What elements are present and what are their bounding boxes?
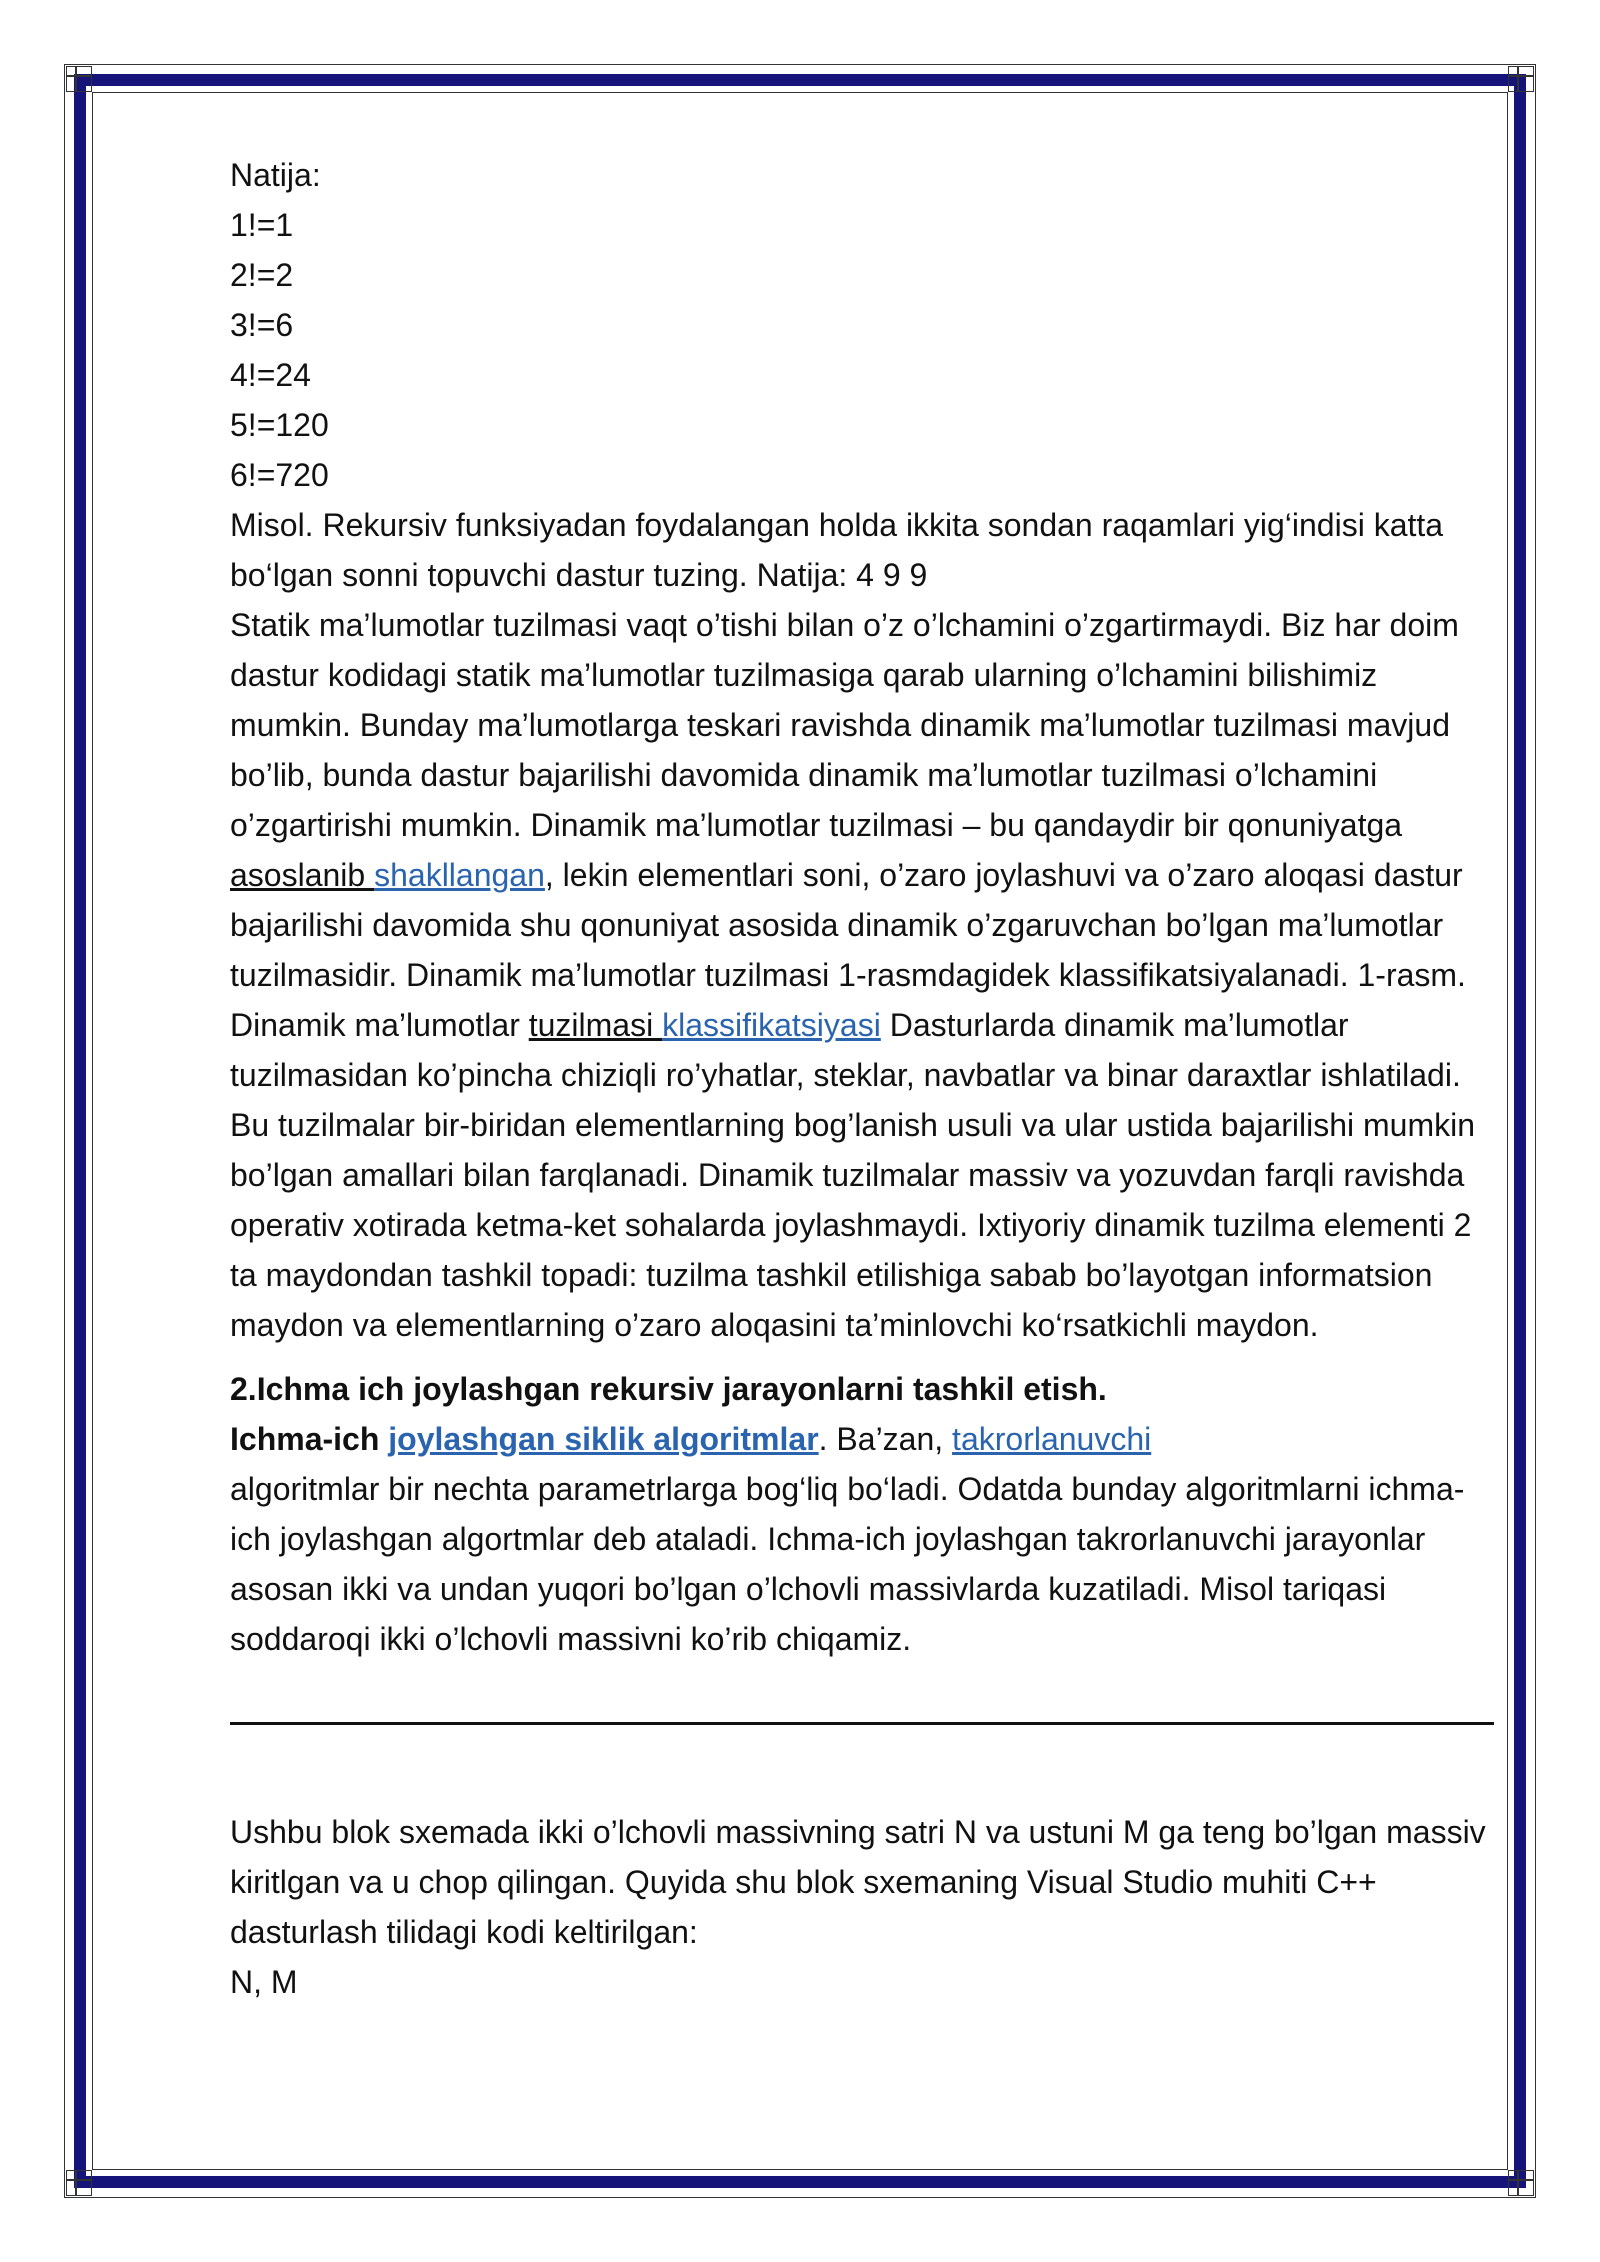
result-line: 1!=1: [230, 207, 294, 243]
variables-line: N, M: [230, 1964, 298, 2000]
underlined-text: asoslanib: [230, 857, 375, 893]
link-klassifikatsiyasi[interactable]: klassifikatsiyasi: [662, 1007, 881, 1043]
result-line: 6!=720: [230, 457, 329, 493]
section-paragraph: [230, 1414, 1500, 1664]
border-corner-ornament: [1508, 66, 1534, 92]
paragraph-text: , lekin elementlari soni, o’zaro joylashuvi va o’zaro aloqasi dastur bajarilishi davomida shu qonuniyat asosida dinamik o’zgaruvchan bo’lgan ma’lumotlar tuzilmasidir. Dinamik ma’lumotlar tuzilmasi 1-rasmdagidek klassifikatsiyalanadi. 1-rasm. Dinamik ma’lumotlar: [230, 857, 1466, 1043]
example-paragraph: Misol. Rekursiv funksiyadan foydalangan holda ikkita sondan raqamlari yig‘indisi katta bo‘lgan sonni topuvchi dastur tuzing. Natija: 4 9 9: [230, 507, 1444, 593]
link-shakllangan[interactable]: shakllangan: [374, 857, 545, 893]
border-corner-ornament: [1508, 2170, 1534, 2196]
border-corner-ornament: [66, 66, 92, 92]
horizontal-rule: [230, 1722, 1494, 1725]
paragraph-text: Statik ma’lumotlar tuzilmasi vaqt o’tishi bilan o’z o’lchamini o’zgartirmaydi. Biz har doim dastur kodidagi statik ma’lumotlar tuzilmasiga qarab ularning o’lchamini bilishimiz mumkin. Bunday ma’lumotlarga teskari ravishda dinamik ma’lumotlar tuzilmasi mavjud bo’lib, bunda dastur bajarilishi davomida dinamik ma’lumotlar tuzilmasi o’lchamini o’zgartirishi mumkin. Dinamik ma’lumotlar tuzilmasi – bu qandaydir bir qonuniyatga: [230, 607, 1459, 843]
result-line: 3!=6: [230, 307, 294, 343]
paragraph-text: . Ba’zan,: [818, 1421, 953, 1457]
result-line: 2!=2: [230, 257, 294, 293]
paragraph-text: Dasturlarda dinamik ma’lumotlar tuzilmasidan ko’pincha chiziqli ro’yhatlar, steklar, navbatlar va binar daraxtlar ishlatiladi. Bu tuzilmalar bir-biridan elementlarning bog’lanish usuli va ular ustida bajarilishi mumkin bo’lgan amallari bilan farqlanadi. Dinamik tuzilmalar massiv va yozuvdan farqli ravishda operativ xotirada ketma-ket sohalarda joylashmaydi. Ixtiyoriy dinamik tuzilma elementi 2 ta maydondan tashkil topadi: tuzilma tashkil etilishiga sabab bo’layotgan informatsion maydon va elementlarning o’zaro aloqasini ta’minlovchi ko‘rsatkichli maydon.: [230, 1007, 1476, 1343]
paragraph-dynamic-structures: [230, 600, 1500, 1350]
link-siklik-algoritmlar[interactable]: joylashgan siklik algoritmlar: [388, 1421, 819, 1457]
result-line: 5!=120: [230, 407, 329, 443]
section-heading: 2.Ichma ich joylashgan rekursiv jarayonlarni tashkil etish.: [230, 1371, 1107, 1407]
paragraph-text: algoritmlar bir nechta parametrlarga bog‘liq bo‘ladi. Odatda bunday algoritmlarni ichma-ich joylashgan algortmlar deb ataladi. Ichma-ich joylashgan takrorlanuvchi jarayonlar asosan ikki va undan yuqori bo’lgan o’lchovli massivlarda kuzatiladi. Misol tariqasi soddaroqi ikki o’lchovli massivni ko’rib chiqamiz.: [230, 1471, 1465, 1657]
document-body: [230, 150, 1500, 2007]
link-takrorlanuvchi[interactable]: takrorlanuvchi: [952, 1421, 1152, 1457]
underlined-text: tuzilmasi: [528, 1007, 663, 1043]
result-line: 4!=24: [230, 357, 311, 393]
border-corner-ornament: [66, 2170, 92, 2196]
results-label: Natija:: [230, 157, 321, 193]
lead-bold-text: Ichma-ich: [230, 1421, 389, 1457]
blok-sxema-paragraph: Ushbu blok sxemada ikki o’lchovli massivning satri N va ustuni M ga teng bo’lgan massiv kiritlgan va u chop qilingan. Quyida shu blok sxemaning Visual Studio muhiti C++ dasturlash tilidagi kodi keltirilgan:: [230, 1814, 1486, 1950]
